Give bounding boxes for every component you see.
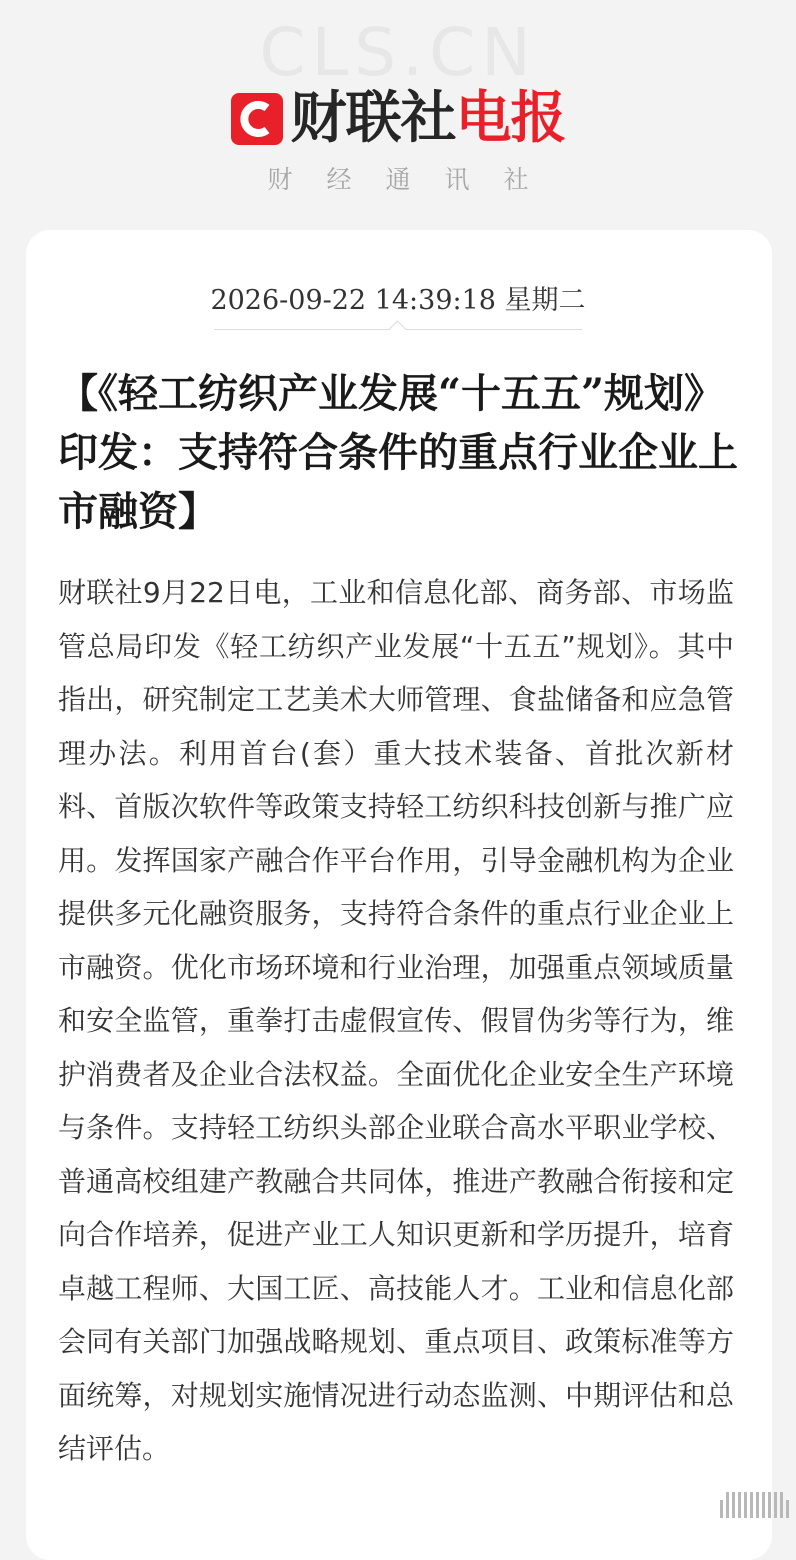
watermark: CLS.CN bbox=[259, 14, 537, 91]
scroll-handle-bar bbox=[726, 1492, 729, 1518]
cls-logo-icon bbox=[231, 93, 283, 145]
article-body: 财联社9月22日电，工业和信息化部、商务部、市场监管总局印发《轻工纺织产业发展“十五五”规划》。其中指出，研究制定工艺美术大师管理、食盐储备和应急管理办法。利用首台(套）重大技术装备、首批次新材料、首版次软件等政策支持轻工纺织科技创新与推广应用。发挥国家产融合作平台作用，引导金融机构为企业提供多元化融资服务，支持符合条件的重点行业企业上市融资。优化市场环境和行业治理，加强重点领域质量和安全监管，重拳打击虚假宣传、假冒伪劣等行为，维护消费者及企业合法权益。全面优化企业安全生产环境与条件。支持轻工纺织头部企业联合高水平职业学校、普通高校组建产教融合共同体，推进产教融合衔接和定向合作培养，促进产业工人知识更新和学历提升，培育卓越工程师、大国工匠、高技能人才。工业和信息化部会同有关部门加强战略规划、重点项目、政策标准等方面统筹，对规划实施情况进行动态监测、中期评估和总结评估。 bbox=[58, 576, 734, 1465]
scroll-handle-bar bbox=[768, 1492, 771, 1518]
scroll-handle-bar bbox=[756, 1492, 759, 1518]
scroll-handle-icon[interactable] bbox=[720, 1492, 789, 1518]
scroll-handle-bar bbox=[774, 1492, 777, 1518]
logo-c-glyph bbox=[237, 99, 277, 139]
article-headline: 【《轻工纺织产业发展“十五五”规划》印发：支持符合条件的重点行业企业上市融资】 bbox=[58, 370, 738, 535]
scroll-handle-bar bbox=[750, 1492, 753, 1518]
scroll-handle-bar bbox=[720, 1500, 723, 1518]
brand-name bbox=[291, 86, 566, 152]
scroll-handle-bar bbox=[732, 1492, 735, 1518]
scroll-handle-bar bbox=[744, 1492, 747, 1518]
brand-main-text: 财联社 bbox=[290, 86, 456, 151]
tagline: 财经通讯社 bbox=[267, 165, 563, 194]
scroll-handle-bar bbox=[762, 1492, 765, 1518]
scroll-handle-bar bbox=[786, 1500, 789, 1518]
scroll-handle-bar bbox=[738, 1492, 741, 1518]
scroll-handle-bar bbox=[780, 1492, 783, 1518]
brand-accent-text: 电报 bbox=[455, 86, 566, 151]
brand-logo bbox=[0, 86, 796, 152]
article-datetime: 2026-09-22 14:39:18 星期二 bbox=[210, 285, 586, 316]
